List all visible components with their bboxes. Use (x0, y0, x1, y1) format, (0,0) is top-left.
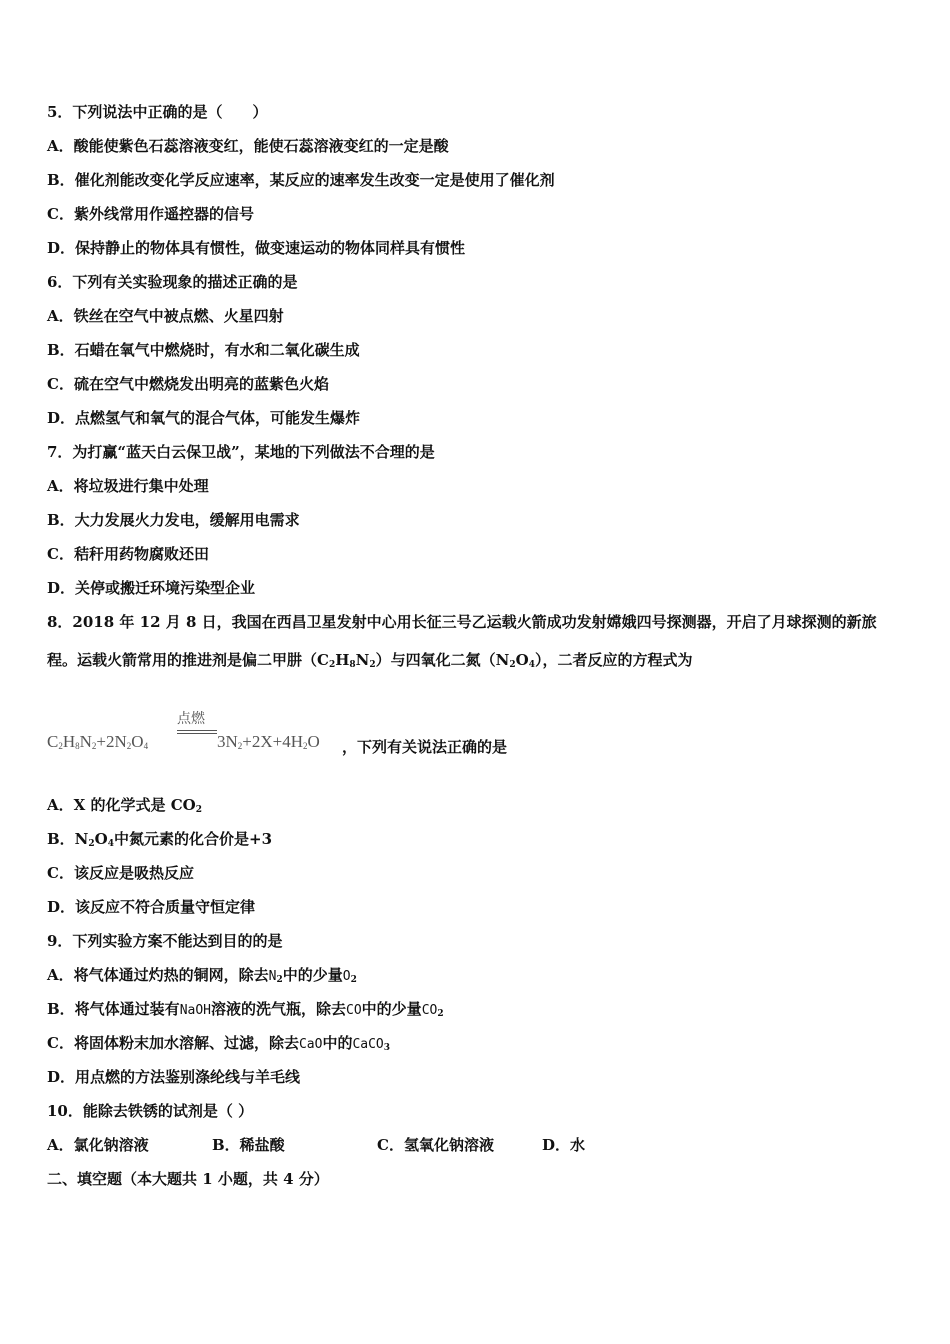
q8-option-b: B．$N_2O_4$中氮元素的化合价是+3 (47, 830, 273, 849)
q8-option-a: A．X 的化学式是 $CO_2$ (47, 796, 202, 815)
q6-option-b: B．石蜡在氧气中燃烧时，有水和二氧化碳生成 (47, 341, 360, 359)
q6-option-a: A．铁丝在空气中被点燃、火星四射 (47, 307, 284, 325)
equals-line-top (177, 730, 217, 731)
q9-option-d: D．用点燃的方法鉴别涤纶线与羊毛线 (47, 1068, 301, 1086)
q9-option-c: C．将固体粉末加水溶解、过滤，除去CaO中的CaCO$_3$ (47, 1034, 391, 1053)
q7-option-b: B．大力发展火力发电，缓解用电需求 (47, 511, 300, 529)
q8-option-c: C．该反应是吸热反应 (47, 864, 194, 882)
q7-option-c: C．秸秆用药物腐败还田 (47, 545, 209, 563)
q8-option-d: D．该反应不符合质量守恒定律 (47, 898, 256, 916)
q6-option-c: C．硫在空气中燃烧发出明亮的蓝紫色火焰 (47, 375, 329, 393)
q5-option-c: C．紫外线常用作遥控器的信号 (47, 205, 254, 223)
q10-option-a: A．氯化钠溶液 (47, 1136, 149, 1154)
q10-stem: 10．能除去铁锈的试剂是（ ） (47, 1102, 254, 1120)
q8-equation (47, 712, 747, 762)
q6-option-d: D．点燃氢气和氧气的混合气体，可能发生爆炸 (47, 409, 361, 427)
q9-option-b: B．将气体通过装有NaOH溶液的洗气瓶，除去CO中的少量$CO_2$ (47, 1000, 444, 1019)
q8-stem: 8．2018 年 12 月 8 日，我国在西昌卫星发射中心用长征三号乙运载火箭成功发射嫦娥四号探测器，开启了月球探测的新旅程。运载火箭常用的推进剂是偏二甲肼$(C_2H_8N_2)$与四氧化二氮$(N_2O_4)$，二者反应的方程式为 (47, 613, 877, 670)
q5-option-a: A．酸能使紫色石蕊溶液变红，能使石蕊溶液变红的一定是酸 (47, 137, 449, 155)
q10-option-d: D．水 (542, 1136, 586, 1154)
section-heading-fill-in: 二、填空题（本大题共 1 小题，共 4 分） (47, 1170, 329, 1188)
q8-equation-tail: ，下列有关说法正确的是 (342, 738, 508, 756)
q9-stem: 9．下列实验方案不能达到目的的是 (47, 932, 283, 950)
q10-options (47, 1135, 585, 1155)
q7-stem: 7．为打赢“蓝天白云保卫战”，某地的下列做法不合理的是 (47, 443, 435, 461)
reaction-condition: 点燃 (177, 711, 205, 727)
q5-option-b: B．催化剂能改变化学反应速率，某反应的速率发生改变一定是使用了催化剂 (47, 171, 555, 189)
q9-option-a: A．将气体通过灼热的铜网，除去$N_2$中的少量$O_2$ (47, 966, 357, 985)
q5-option-d: D．保持静止的物体具有惯性，做变速运动的物体同样具有惯性 (47, 239, 466, 257)
q7-option-d: D．关停或搬迁环境污染型企业 (47, 579, 256, 597)
q10-option-b: B．稀盐酸 (212, 1136, 285, 1154)
q10-option-c: C．氢氧化钠溶液 (377, 1136, 494, 1154)
chemical-equation: $C_2H_8N_2+2N_2O_4$ $3N_2+2X+4H_2O$ (47, 732, 320, 751)
q7-option-a: A．将垃圾进行集中处理 (47, 477, 209, 495)
q5-stem: 5．下列说法中正确的是（ ） (47, 103, 268, 121)
q6-stem: 6．下列有关实验现象的描述正确的是 (47, 273, 298, 291)
